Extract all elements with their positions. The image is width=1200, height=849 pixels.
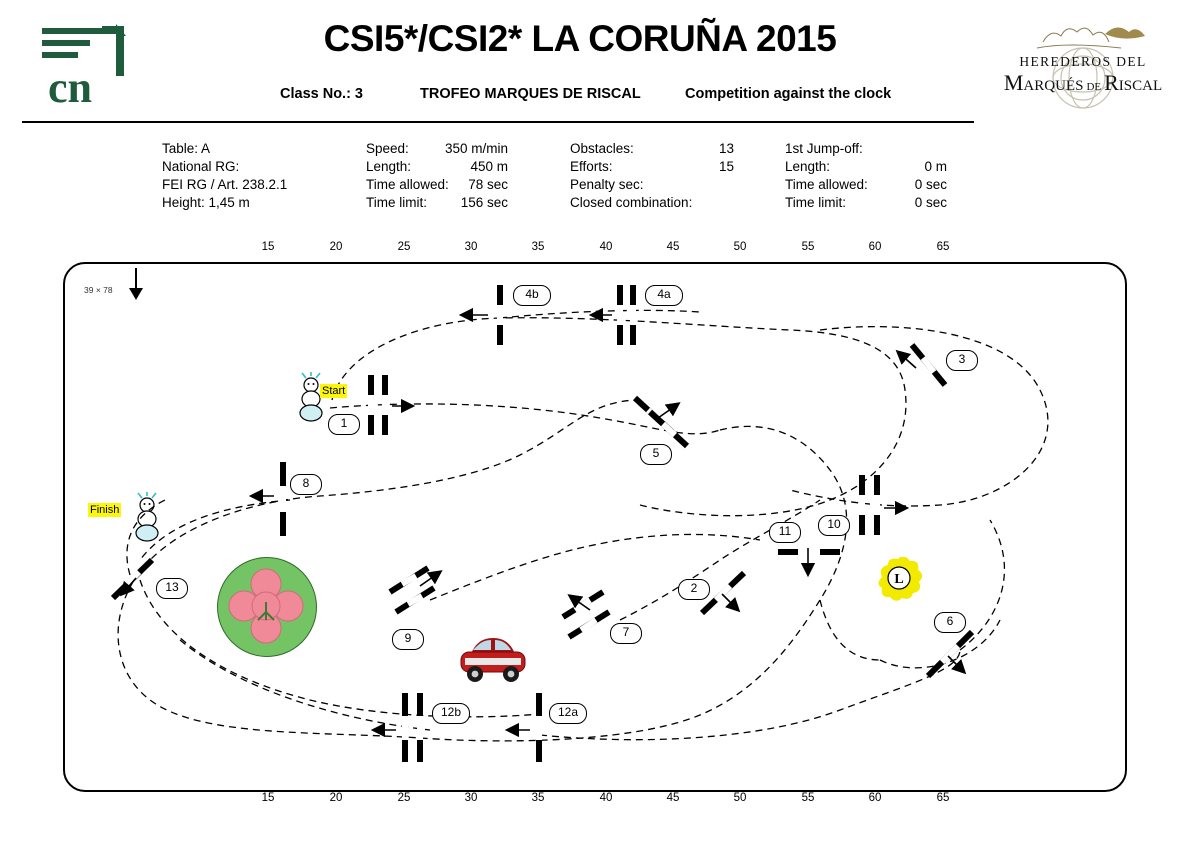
letter-marker-label: L (894, 572, 904, 587)
info-value: 0 sec (914, 195, 947, 210)
ruler-tick: 20 (329, 792, 343, 804)
info-row (570, 140, 738, 158)
info-row (366, 140, 516, 158)
ruler-tick: 30 (464, 241, 478, 253)
info-row (366, 176, 516, 194)
ruler-tick: 25 (397, 241, 411, 253)
info-row (570, 158, 738, 176)
ruler-tick: 25 (397, 792, 411, 804)
ruler-tick: 15 (261, 792, 275, 804)
ruler-tick: 20 (329, 241, 343, 253)
obstacle-number-3[interactable]: 3 (946, 350, 978, 371)
info-row (162, 158, 352, 176)
info-label: Time allowed: (366, 177, 449, 192)
info-label: Height: 1,45 m (162, 195, 250, 210)
ruler-tick: 55 (801, 241, 815, 253)
obstacle-number-12a[interactable]: 12a (549, 703, 587, 724)
ruler-tick: 65 (936, 241, 950, 253)
letter-marker-L (876, 557, 922, 601)
info-label: Closed combination: (570, 195, 693, 210)
info-label: Obstacles: (570, 141, 634, 156)
obstacle-number-1[interactable]: 1 (328, 414, 360, 435)
ruler-tick: 45 (666, 241, 680, 253)
page-title: CSI5*/CSI2* LA CORUÑA 2015 (323, 18, 837, 59)
info-label: 1st Jump-off: (785, 141, 863, 156)
info-label: Penalty sec: (570, 177, 644, 192)
ruler-tick: 65 (936, 792, 950, 804)
ruler-tick: 35 (531, 792, 545, 804)
info-row (366, 158, 516, 176)
sponsor-line1: HEREDEROS DEL (1019, 54, 1147, 69)
info-row (570, 176, 738, 194)
sponsor-m: M (1003, 70, 1024, 95)
ruler-tick: 40 (599, 792, 613, 804)
info-column-obstacles (570, 140, 738, 212)
obstacle-number-12b[interactable]: 12b (432, 703, 470, 724)
info-row (785, 158, 947, 176)
obstacle-number-13[interactable]: 13 (156, 578, 188, 599)
info-value: 13 (718, 141, 734, 156)
svg-text:MARQUÉSDERISCAL (1004, 70, 1162, 95)
info-value: 350 m/min (444, 141, 508, 156)
arena-outline (63, 262, 1127, 792)
header-divider (22, 121, 974, 123)
ruler-tick: 45 (666, 792, 680, 804)
info-label: Length: (785, 159, 831, 174)
ruler-tick: 40 (599, 241, 613, 253)
info-value: 0 m (924, 159, 947, 174)
flowerbed-decoration (217, 557, 317, 657)
obstacle-number-2[interactable]: 2 (678, 579, 710, 600)
info-value: 156 sec (460, 195, 508, 210)
info-label: Efforts: (570, 159, 613, 174)
info-column-jumpoff (785, 140, 947, 212)
info-value: 15 (718, 159, 734, 174)
info-column-general (162, 140, 352, 212)
ruler-tick: 60 (868, 792, 882, 804)
info-row (366, 194, 516, 212)
info-row (162, 176, 352, 194)
obstacle-number-6[interactable]: 6 (934, 612, 966, 633)
sponsor-iscal: ISCAL (1118, 78, 1163, 94)
info-row (570, 194, 738, 212)
ruler-tick: 55 (801, 792, 815, 804)
finish-label: Finish (90, 504, 120, 516)
info-value: 0 sec (914, 177, 947, 192)
info-label: Time allowed: (785, 177, 868, 192)
course-info (0, 140, 1000, 226)
obstacle-number-4a[interactable]: 4a (645, 285, 683, 306)
info-value: 78 sec (468, 177, 508, 192)
logo-text: cn (48, 63, 92, 106)
header-subrow (180, 86, 980, 108)
ruler-tick: 30 (464, 792, 478, 804)
obstacle-number-8[interactable]: 8 (290, 474, 322, 495)
info-label: FEI RG / Art. 238.2.1 (162, 177, 288, 192)
ruler-top (0, 241, 1200, 257)
obstacle-number-9[interactable]: 9 (392, 629, 424, 650)
ruler-tick: 35 (531, 241, 545, 253)
sponsor-arques: ARQUÉS (1023, 78, 1084, 94)
info-row (785, 140, 947, 158)
obstacle-number-10[interactable]: 10 (818, 515, 850, 536)
obstacle-number-4b[interactable]: 4b (513, 285, 551, 306)
obstacle-number-11[interactable]: 11 (769, 522, 801, 543)
info-label: Length: (366, 159, 412, 174)
class-number: Class No.: 3 (280, 86, 363, 102)
finish-figure (128, 492, 168, 542)
info-row (162, 140, 352, 158)
sponsor-r: R (1104, 70, 1119, 95)
ruler-tick: 50 (733, 241, 747, 253)
info-label: Speed: (366, 141, 409, 156)
info-label: Time limit: (366, 195, 427, 210)
obstacle-number-7[interactable]: 7 (610, 623, 642, 644)
sponsor-de: DE (1086, 81, 1102, 93)
ruler-tick: 50 (733, 792, 747, 804)
info-row (785, 194, 947, 212)
info-row (162, 194, 352, 212)
trophy-name: TROFEO MARQUES DE RISCAL (420, 86, 641, 102)
info-column-speed (366, 140, 516, 212)
obstacle-number-5[interactable]: 5 (640, 444, 672, 465)
start-label: Start (322, 385, 346, 397)
info-row (785, 176, 947, 194)
club-logo (38, 22, 138, 106)
sponsor-logo (985, 8, 1181, 120)
arena-scale-note: 39 × 78 (84, 285, 113, 295)
ruler-bottom (0, 792, 1200, 808)
ruler-tick: 15 (261, 241, 275, 253)
info-label: National RG: (162, 159, 240, 174)
page-header (0, 0, 1200, 122)
car-decoration (455, 628, 531, 690)
info-label: Time limit: (785, 195, 846, 210)
info-value: 450 m (470, 159, 508, 174)
ruler-tick: 60 (868, 241, 882, 253)
competition-type: Competition against the clock (685, 86, 892, 102)
info-label: Table: A (162, 141, 211, 156)
